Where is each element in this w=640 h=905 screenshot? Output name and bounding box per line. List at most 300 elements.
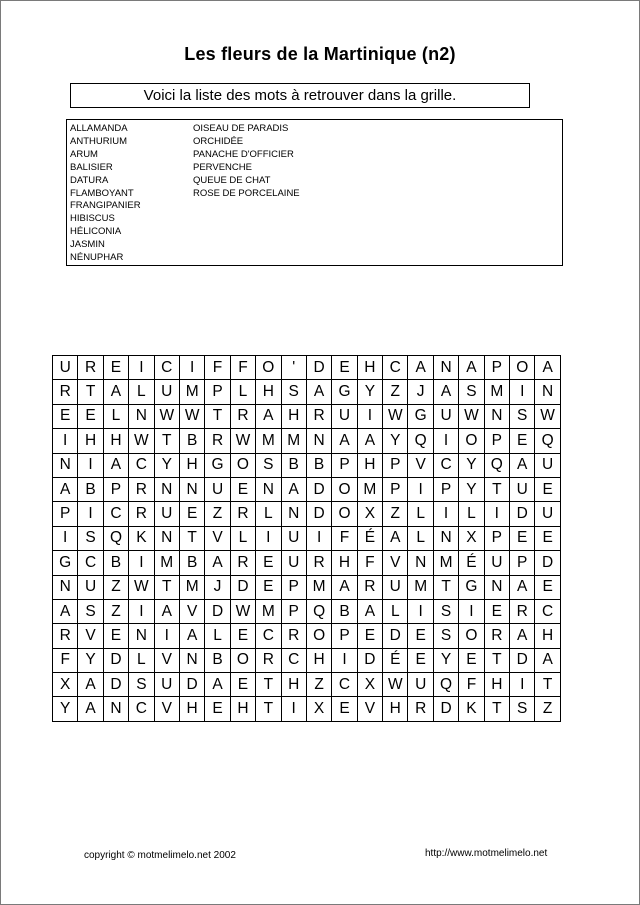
grid-cell[interactable]: W xyxy=(129,429,154,453)
grid-cell[interactable]: R xyxy=(129,502,154,526)
grid-cell[interactable]: I xyxy=(510,380,535,404)
grid-cell[interactable]: J xyxy=(205,575,230,599)
grid-cell[interactable]: A xyxy=(510,575,535,599)
grid-cell[interactable]: V xyxy=(408,453,433,477)
grid-cell[interactable]: R xyxy=(230,502,255,526)
grid-cell[interactable]: T xyxy=(256,697,281,721)
grid-cell[interactable]: I xyxy=(484,502,509,526)
grid-cell[interactable]: N xyxy=(281,502,306,526)
grid-cell[interactable]: Y xyxy=(459,477,484,501)
grid-cell[interactable]: Y xyxy=(459,453,484,477)
grid-cell[interactable]: E xyxy=(230,477,255,501)
grid-cell[interactable]: R xyxy=(205,429,230,453)
grid-cell[interactable]: I xyxy=(154,624,179,648)
grid-cell[interactable]: H xyxy=(281,404,306,428)
grid-cell[interactable]: K xyxy=(129,526,154,550)
grid-cell[interactable]: V xyxy=(205,526,230,550)
grid-cell[interactable]: I xyxy=(357,404,382,428)
grid-cell[interactable]: E xyxy=(53,404,78,428)
grid-cell[interactable]: A xyxy=(510,624,535,648)
grid-cell[interactable]: C xyxy=(383,356,408,380)
grid-cell[interactable]: U xyxy=(535,502,560,526)
grid-cell[interactable]: P xyxy=(332,453,357,477)
grid-cell[interactable]: H xyxy=(281,673,306,697)
grid-cell[interactable]: H xyxy=(332,551,357,575)
grid-cell[interactable]: I xyxy=(179,356,204,380)
grid-cell[interactable]: E xyxy=(357,624,382,648)
grid-cell[interactable]: T xyxy=(535,673,560,697)
grid-cell[interactable]: E xyxy=(408,648,433,672)
grid-cell[interactable]: L xyxy=(129,648,154,672)
grid-cell[interactable]: R xyxy=(256,648,281,672)
grid-cell[interactable]: I xyxy=(433,502,458,526)
grid-cell[interactable]: S xyxy=(433,599,458,623)
grid-cell[interactable]: A xyxy=(78,697,103,721)
grid-cell[interactable]: D xyxy=(205,599,230,623)
grid-cell[interactable]: A xyxy=(281,477,306,501)
grid-cell[interactable]: T xyxy=(484,477,509,501)
grid-cell[interactable]: Z xyxy=(103,575,128,599)
grid-cell[interactable]: G xyxy=(459,575,484,599)
grid-cell[interactable]: N xyxy=(154,477,179,501)
grid-cell[interactable]: M xyxy=(357,477,382,501)
grid-cell[interactable]: M xyxy=(306,575,331,599)
grid-cell[interactable]: D xyxy=(535,551,560,575)
grid-cell[interactable]: X xyxy=(459,526,484,550)
grid-cell[interactable]: C xyxy=(78,551,103,575)
grid-cell[interactable]: F xyxy=(459,673,484,697)
grid-cell[interactable]: S xyxy=(78,599,103,623)
grid-cell[interactable]: T xyxy=(256,673,281,697)
grid-cell[interactable]: C xyxy=(535,599,560,623)
grid-cell[interactable]: M xyxy=(154,551,179,575)
grid-cell[interactable]: P xyxy=(332,624,357,648)
grid-cell[interactable]: D xyxy=(103,648,128,672)
grid-cell[interactable]: N xyxy=(53,453,78,477)
grid-cell[interactable]: D xyxy=(357,648,382,672)
grid-cell[interactable]: D xyxy=(383,624,408,648)
grid-cell[interactable]: ' xyxy=(281,356,306,380)
grid-cell[interactable]: S xyxy=(78,526,103,550)
grid-cell[interactable]: É xyxy=(383,648,408,672)
grid-cell[interactable]: I xyxy=(256,526,281,550)
grid-cell[interactable]: H xyxy=(179,453,204,477)
grid-cell[interactable]: C xyxy=(129,697,154,721)
grid-cell[interactable]: A xyxy=(459,356,484,380)
grid-cell[interactable]: I xyxy=(129,551,154,575)
grid-cell[interactable]: A xyxy=(154,599,179,623)
grid-cell[interactable]: M xyxy=(484,380,509,404)
grid-cell[interactable]: N xyxy=(103,697,128,721)
grid-cell[interactable]: H xyxy=(179,697,204,721)
grid-cell[interactable]: A xyxy=(535,648,560,672)
grid-cell[interactable]: P xyxy=(53,502,78,526)
grid-cell[interactable]: B xyxy=(306,453,331,477)
grid-cell[interactable]: C xyxy=(281,648,306,672)
grid-cell[interactable]: A xyxy=(256,404,281,428)
grid-cell[interactable]: A xyxy=(535,356,560,380)
grid-cell[interactable]: A xyxy=(103,453,128,477)
grid-cell[interactable]: N xyxy=(179,477,204,501)
grid-cell[interactable]: Z xyxy=(205,502,230,526)
grid-cell[interactable]: U xyxy=(154,673,179,697)
grid-cell[interactable]: F xyxy=(53,648,78,672)
grid-cell[interactable]: P xyxy=(205,380,230,404)
grid-cell[interactable]: S xyxy=(510,697,535,721)
grid-cell[interactable]: I xyxy=(53,429,78,453)
grid-cell[interactable]: D xyxy=(103,673,128,697)
grid-cell[interactable]: P xyxy=(484,356,509,380)
grid-cell[interactable]: A xyxy=(179,624,204,648)
grid-cell[interactable]: L xyxy=(408,526,433,550)
grid-cell[interactable]: P xyxy=(484,526,509,550)
grid-cell[interactable]: Y xyxy=(154,453,179,477)
grid-cell[interactable]: R xyxy=(408,697,433,721)
grid-cell[interactable]: V xyxy=(154,648,179,672)
grid-cell[interactable]: R xyxy=(230,404,255,428)
grid-cell[interactable]: H xyxy=(383,697,408,721)
grid-cell[interactable]: D xyxy=(306,502,331,526)
grid-cell[interactable]: N xyxy=(433,526,458,550)
grid-cell[interactable]: N xyxy=(484,575,509,599)
grid-cell[interactable]: A xyxy=(78,673,103,697)
grid-cell[interactable]: M xyxy=(281,429,306,453)
grid-cell[interactable]: B xyxy=(205,648,230,672)
grid-cell[interactable]: H xyxy=(306,648,331,672)
grid-cell[interactable]: I xyxy=(53,526,78,550)
grid-cell[interactable]: Z xyxy=(535,697,560,721)
grid-cell[interactable]: T xyxy=(205,404,230,428)
grid-cell[interactable]: V xyxy=(78,624,103,648)
grid-cell[interactable]: R xyxy=(510,599,535,623)
grid-cell[interactable]: Z xyxy=(103,599,128,623)
grid-cell[interactable]: W xyxy=(179,404,204,428)
grid-cell[interactable]: T xyxy=(78,380,103,404)
grid-cell[interactable]: U xyxy=(332,404,357,428)
grid-cell[interactable]: L xyxy=(230,380,255,404)
grid-cell[interactable]: I xyxy=(78,453,103,477)
grid-cell[interactable]: O xyxy=(459,624,484,648)
grid-cell[interactable]: Y xyxy=(78,648,103,672)
grid-cell[interactable]: I xyxy=(510,673,535,697)
grid-cell[interactable]: B xyxy=(332,599,357,623)
grid-cell[interactable]: P xyxy=(433,477,458,501)
grid-cell[interactable]: C xyxy=(256,624,281,648)
grid-cell[interactable]: V xyxy=(154,697,179,721)
grid-cell[interactable]: U xyxy=(281,551,306,575)
grid-cell[interactable]: B xyxy=(281,453,306,477)
grid-cell[interactable]: E xyxy=(408,624,433,648)
grid-cell[interactable]: E xyxy=(535,526,560,550)
grid-cell[interactable]: N xyxy=(306,429,331,453)
grid-cell[interactable]: N xyxy=(433,356,458,380)
grid-cell[interactable]: T xyxy=(154,575,179,599)
grid-cell[interactable]: H xyxy=(484,673,509,697)
grid-cell[interactable]: R xyxy=(306,404,331,428)
grid-cell[interactable]: Q xyxy=(433,673,458,697)
grid-cell[interactable]: E xyxy=(510,429,535,453)
grid-cell[interactable]: V xyxy=(357,697,382,721)
grid-cell[interactable]: E xyxy=(78,404,103,428)
grid-cell[interactable]: P xyxy=(383,477,408,501)
grid-cell[interactable]: É xyxy=(459,551,484,575)
grid-cell[interactable]: T xyxy=(433,575,458,599)
grid-cell[interactable]: U xyxy=(205,477,230,501)
grid-cell[interactable]: D xyxy=(306,356,331,380)
grid-cell[interactable]: I xyxy=(433,429,458,453)
grid-cell[interactable]: L xyxy=(256,502,281,526)
grid-cell[interactable]: A xyxy=(332,575,357,599)
grid-cell[interactable]: U xyxy=(535,453,560,477)
grid-cell[interactable]: E xyxy=(103,624,128,648)
grid-cell[interactable]: V xyxy=(179,599,204,623)
grid-cell[interactable]: A xyxy=(103,380,128,404)
grid-cell[interactable]: I xyxy=(408,477,433,501)
grid-cell[interactable]: E xyxy=(179,502,204,526)
grid-cell[interactable]: E xyxy=(535,575,560,599)
grid-cell[interactable]: E xyxy=(205,697,230,721)
grid-cell[interactable]: U xyxy=(281,526,306,550)
grid-cell[interactable]: L xyxy=(205,624,230,648)
grid-cell[interactable]: Z xyxy=(306,673,331,697)
grid-cell[interactable]: R xyxy=(230,551,255,575)
grid-cell[interactable]: M xyxy=(179,575,204,599)
grid-cell[interactable]: M xyxy=(256,429,281,453)
grid-cell[interactable]: F xyxy=(230,356,255,380)
grid-cell[interactable]: N xyxy=(129,624,154,648)
grid-cell[interactable]: O xyxy=(459,429,484,453)
grid-cell[interactable]: E xyxy=(230,673,255,697)
grid-cell[interactable]: X xyxy=(357,673,382,697)
grid-cell[interactable]: H xyxy=(357,453,382,477)
grid-cell[interactable]: D xyxy=(433,697,458,721)
grid-cell[interactable]: I xyxy=(332,648,357,672)
grid-cell[interactable]: Q xyxy=(408,429,433,453)
grid-cell[interactable]: U xyxy=(484,551,509,575)
grid-cell[interactable]: S xyxy=(433,624,458,648)
grid-cell[interactable]: E xyxy=(510,526,535,550)
grid-cell[interactable]: H xyxy=(103,429,128,453)
grid-cell[interactable]: J xyxy=(408,380,433,404)
grid-cell[interactable]: M xyxy=(256,599,281,623)
grid-cell[interactable]: R xyxy=(78,356,103,380)
grid-cell[interactable]: A xyxy=(357,599,382,623)
grid-cell[interactable]: P xyxy=(103,477,128,501)
grid-cell[interactable]: U xyxy=(408,673,433,697)
grid-cell[interactable]: A xyxy=(53,599,78,623)
grid-cell[interactable]: U xyxy=(383,575,408,599)
grid-cell[interactable]: G xyxy=(332,380,357,404)
grid-cell[interactable]: L xyxy=(129,380,154,404)
grid-cell[interactable]: K xyxy=(459,697,484,721)
grid-cell[interactable]: H xyxy=(230,697,255,721)
grid-cell[interactable]: U xyxy=(53,356,78,380)
grid-cell[interactable]: H xyxy=(357,356,382,380)
grid-cell[interactable]: N xyxy=(535,380,560,404)
grid-cell[interactable]: M xyxy=(433,551,458,575)
grid-cell[interactable]: U xyxy=(510,477,535,501)
grid-cell[interactable]: H xyxy=(535,624,560,648)
grid-cell[interactable]: I xyxy=(129,356,154,380)
grid-cell[interactable]: C xyxy=(103,502,128,526)
grid-cell[interactable]: O xyxy=(332,502,357,526)
grid-cell[interactable]: A xyxy=(510,453,535,477)
grid-cell[interactable]: Y xyxy=(53,697,78,721)
grid-cell[interactable]: P xyxy=(510,551,535,575)
grid-cell[interactable]: S xyxy=(281,380,306,404)
grid-cell[interactable]: O xyxy=(332,477,357,501)
grid-cell[interactable]: I xyxy=(459,599,484,623)
grid-cell[interactable]: X xyxy=(53,673,78,697)
grid-cell[interactable]: C xyxy=(129,453,154,477)
grid-cell[interactable]: T xyxy=(484,697,509,721)
grid-cell[interactable]: N xyxy=(129,404,154,428)
grid-cell[interactable]: G xyxy=(205,453,230,477)
grid-cell[interactable]: E xyxy=(256,575,281,599)
grid-cell[interactable]: D xyxy=(179,673,204,697)
grid-cell[interactable]: C xyxy=(154,356,179,380)
grid-cell[interactable]: U xyxy=(433,404,458,428)
grid-cell[interactable]: N xyxy=(179,648,204,672)
grid-cell[interactable]: Q xyxy=(103,526,128,550)
grid-cell[interactable]: C xyxy=(332,673,357,697)
grid-cell[interactable]: E xyxy=(332,356,357,380)
grid-cell[interactable]: B xyxy=(179,551,204,575)
grid-cell[interactable]: W xyxy=(535,404,560,428)
grid-cell[interactable]: P xyxy=(383,453,408,477)
grid-cell[interactable]: D xyxy=(510,502,535,526)
grid-cell[interactable]: Y xyxy=(383,429,408,453)
grid-cell[interactable]: E xyxy=(230,624,255,648)
grid-cell[interactable]: I xyxy=(129,599,154,623)
grid-cell[interactable]: R xyxy=(281,624,306,648)
grid-cell[interactable]: W xyxy=(230,599,255,623)
grid-cell[interactable]: E xyxy=(256,551,281,575)
grid-cell[interactable]: H xyxy=(78,429,103,453)
grid-cell[interactable]: S xyxy=(510,404,535,428)
grid-cell[interactable]: W xyxy=(230,429,255,453)
grid-cell[interactable]: Q xyxy=(484,453,509,477)
grid-cell[interactable]: F xyxy=(205,356,230,380)
grid-cell[interactable]: L xyxy=(103,404,128,428)
grid-cell[interactable]: I xyxy=(78,502,103,526)
grid-cell[interactable]: N xyxy=(53,575,78,599)
grid-cell[interactable]: P xyxy=(281,599,306,623)
grid-cell[interactable]: W xyxy=(383,673,408,697)
grid-cell[interactable]: L xyxy=(459,502,484,526)
grid-cell[interactable]: I xyxy=(281,697,306,721)
grid-cell[interactable]: I xyxy=(408,599,433,623)
grid-cell[interactable]: O xyxy=(510,356,535,380)
grid-cell[interactable]: X xyxy=(357,502,382,526)
grid-cell[interactable]: O xyxy=(306,624,331,648)
grid-cell[interactable]: A xyxy=(433,380,458,404)
grid-cell[interactable]: B xyxy=(103,551,128,575)
grid-cell[interactable]: O xyxy=(256,356,281,380)
grid-cell[interactable]: D xyxy=(230,575,255,599)
grid-cell[interactable]: Y xyxy=(357,380,382,404)
grid-cell[interactable]: H xyxy=(256,380,281,404)
grid-cell[interactable]: V xyxy=(383,551,408,575)
grid-cell[interactable]: A xyxy=(357,429,382,453)
grid-cell[interactable]: P xyxy=(281,575,306,599)
grid-cell[interactable]: E xyxy=(332,697,357,721)
grid-cell[interactable]: T xyxy=(484,648,509,672)
grid-cell[interactable]: D xyxy=(510,648,535,672)
grid-cell[interactable]: D xyxy=(306,477,331,501)
grid-cell[interactable]: A xyxy=(205,551,230,575)
grid-cell[interactable]: E xyxy=(535,477,560,501)
grid-cell[interactable]: O xyxy=(230,453,255,477)
grid-cell[interactable]: R xyxy=(484,624,509,648)
grid-cell[interactable]: L xyxy=(383,599,408,623)
grid-cell[interactable]: W xyxy=(129,575,154,599)
grid-cell[interactable]: L xyxy=(230,526,255,550)
grid-cell[interactable]: A xyxy=(383,526,408,550)
grid-cell[interactable]: N xyxy=(408,551,433,575)
grid-cell[interactable]: W xyxy=(154,404,179,428)
grid-cell[interactable]: Q xyxy=(535,429,560,453)
grid-cell[interactable]: R xyxy=(129,477,154,501)
grid-cell[interactable]: Q xyxy=(306,599,331,623)
grid-cell[interactable]: L xyxy=(408,502,433,526)
grid-cell[interactable]: U xyxy=(78,575,103,599)
grid-cell[interactable]: R xyxy=(53,380,78,404)
grid-cell[interactable]: É xyxy=(357,526,382,550)
grid-cell[interactable]: E xyxy=(103,356,128,380)
grid-cell[interactable]: C xyxy=(433,453,458,477)
grid-cell[interactable]: A xyxy=(306,380,331,404)
grid-cell[interactable]: U xyxy=(154,502,179,526)
grid-cell[interactable]: A xyxy=(332,429,357,453)
grid-cell[interactable]: W xyxy=(383,404,408,428)
grid-cell[interactable]: S xyxy=(256,453,281,477)
grid-cell[interactable]: N xyxy=(154,526,179,550)
grid-cell[interactable]: W xyxy=(459,404,484,428)
grid-cell[interactable]: Y xyxy=(433,648,458,672)
grid-cell[interactable]: M xyxy=(408,575,433,599)
grid-cell[interactable]: T xyxy=(154,429,179,453)
grid-cell[interactable]: N xyxy=(256,477,281,501)
grid-cell[interactable]: P xyxy=(484,429,509,453)
grid-cell[interactable]: Z xyxy=(383,380,408,404)
grid-cell[interactable]: R xyxy=(357,575,382,599)
grid-cell[interactable]: F xyxy=(357,551,382,575)
grid-cell[interactable]: B xyxy=(78,477,103,501)
grid-cell[interactable]: G xyxy=(53,551,78,575)
grid-cell[interactable]: T xyxy=(179,526,204,550)
grid-cell[interactable]: A xyxy=(53,477,78,501)
grid-cell[interactable]: I xyxy=(306,526,331,550)
grid-cell[interactable]: S xyxy=(129,673,154,697)
grid-cell[interactable]: S xyxy=(459,380,484,404)
grid-cell[interactable]: F xyxy=(332,526,357,550)
grid-cell[interactable]: M xyxy=(179,380,204,404)
grid-cell[interactable]: E xyxy=(459,648,484,672)
grid-cell[interactable]: R xyxy=(53,624,78,648)
grid-cell[interactable]: Z xyxy=(383,502,408,526)
grid-cell[interactable]: O xyxy=(230,648,255,672)
grid-cell[interactable]: G xyxy=(408,404,433,428)
grid-cell[interactable]: B xyxy=(179,429,204,453)
grid-cell[interactable]: A xyxy=(205,673,230,697)
grid-cell[interactable]: E xyxy=(484,599,509,623)
grid-cell[interactable]: X xyxy=(306,697,331,721)
grid-cell[interactable]: N xyxy=(484,404,509,428)
grid-cell[interactable]: R xyxy=(306,551,331,575)
grid-cell[interactable]: U xyxy=(154,380,179,404)
grid-cell[interactable]: A xyxy=(408,356,433,380)
